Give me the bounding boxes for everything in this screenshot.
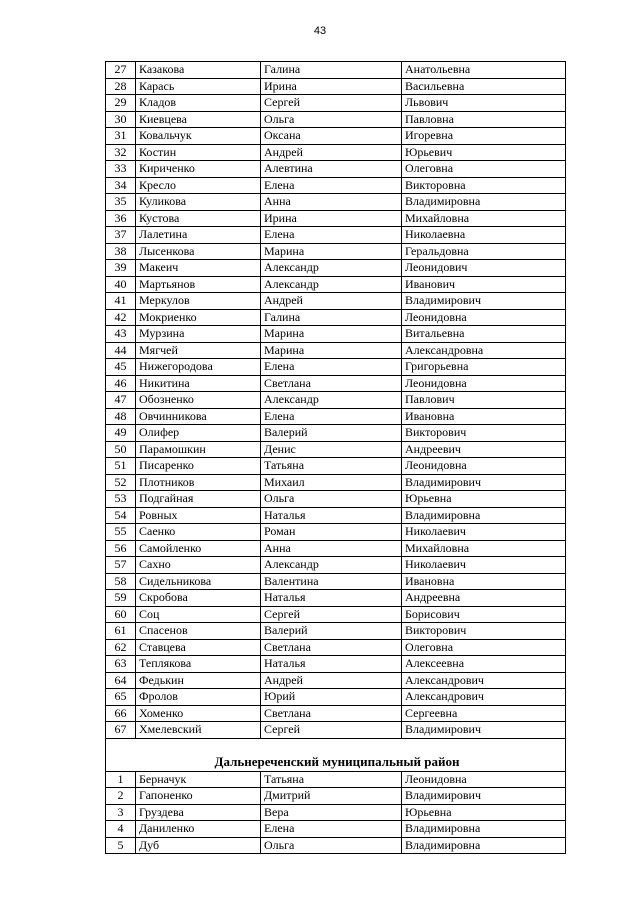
middle-name-cell: Андреевич [402,441,566,458]
row-number: 62 [106,639,136,656]
row-number: 67 [106,722,136,739]
first-name-cell: Андрей [261,144,402,161]
last-name-cell: Олифер [136,425,261,442]
row-number: 44 [106,342,136,359]
middle-name-cell: Николаевич [402,557,566,574]
row-number: 48 [106,408,136,425]
table-row [106,656,566,673]
last-name-cell: Нижегородова [136,359,261,376]
middle-name-cell: Владимирович [402,788,566,805]
last-name-cell: Саенко [136,524,261,541]
last-name-cell: Мягчей [136,342,261,359]
table-row [106,557,566,574]
table-row [106,722,566,739]
last-name-cell: Кресло [136,177,261,194]
middle-name-cell: Владимирович [402,474,566,491]
table-row [106,359,566,376]
table-row [106,804,566,821]
middle-name-cell: Владимирович [402,293,566,310]
first-name-cell: Роман [261,524,402,541]
middle-name-cell: Владимировна [402,507,566,524]
first-name-cell: Елена [261,359,402,376]
last-name-cell: Парамошкин [136,441,261,458]
last-name-cell: Карась [136,78,261,95]
middle-name-cell: Леонидовна [402,771,566,788]
table-row [106,194,566,211]
middle-name-cell: Сергеевна [402,705,566,722]
first-name-cell: Анна [261,194,402,211]
first-name-cell: Андрей [261,672,402,689]
row-number: 42 [106,309,136,326]
last-name-cell: Кустова [136,210,261,227]
first-name-cell: Елена [261,177,402,194]
middle-name-cell: Леонидовна [402,309,566,326]
last-name-cell: Хмелевский [136,722,261,739]
row-number: 58 [106,573,136,590]
table-row [106,144,566,161]
first-name-cell: Денис [261,441,402,458]
last-name-cell: Овчинникова [136,408,261,425]
table-row [106,623,566,640]
last-name-cell: Даниленко [136,821,261,838]
first-name-cell: Елена [261,821,402,838]
row-number: 45 [106,359,136,376]
row-number: 51 [106,458,136,475]
first-name-cell: Ольга [261,491,402,508]
table-row [106,408,566,425]
middle-name-cell: Григорьевна [402,359,566,376]
last-name-cell: Макеич [136,260,261,277]
middle-name-cell: Михайловна [402,210,566,227]
table-row [106,78,566,95]
middle-name-cell: Владимировна [402,837,566,854]
last-name-cell: Писаренко [136,458,261,475]
row-number: 36 [106,210,136,227]
middle-name-cell: Ивановна [402,408,566,425]
last-name-cell: Теплякова [136,656,261,673]
first-name-cell: Ольга [261,111,402,128]
first-name-cell: Александр [261,276,402,293]
first-name-cell: Татьяна [261,458,402,475]
middle-name-cell: Игоревна [402,128,566,145]
table-row [106,326,566,343]
first-name-cell: Дмитрий [261,788,402,805]
last-name-cell: Обозненко [136,392,261,409]
first-name-cell: Ольга [261,837,402,854]
last-name-cell: Скробова [136,590,261,607]
table-row [106,771,566,788]
middle-name-cell: Леонидович [402,260,566,277]
row-number: 3 [106,804,136,821]
row-number: 61 [106,623,136,640]
row-number: 59 [106,590,136,607]
last-name-cell: Мокриенко [136,309,261,326]
last-name-cell: Киевцева [136,111,261,128]
table-row [106,507,566,524]
table-row [106,705,566,722]
last-name-cell: Соц [136,606,261,623]
last-name-cell: Костин [136,144,261,161]
row-number: 38 [106,243,136,260]
middle-name-cell: Львович [402,95,566,112]
row-number: 65 [106,689,136,706]
middle-name-cell: Юрьевна [402,804,566,821]
last-name-cell: Лысенкова [136,243,261,260]
table-row [106,210,566,227]
first-name-cell: Марина [261,243,402,260]
table-row [106,491,566,508]
middle-name-cell: Васильевна [402,78,566,95]
first-name-cell: Елена [261,227,402,244]
first-name-cell: Андрей [261,293,402,310]
row-number: 4 [106,821,136,838]
row-number: 46 [106,375,136,392]
row-number: 1 [106,771,136,788]
row-number: 57 [106,557,136,574]
middle-name-cell: Юрьевич [402,144,566,161]
table-row [106,375,566,392]
last-name-cell: Подгайная [136,491,261,508]
row-number: 60 [106,606,136,623]
table-row [106,441,566,458]
row-number: 39 [106,260,136,277]
middle-name-cell: Борисович [402,606,566,623]
row-number: 40 [106,276,136,293]
row-number: 29 [106,95,136,112]
table-row [106,689,566,706]
middle-name-cell: Леонидовна [402,375,566,392]
last-name-cell: Кириченко [136,161,261,178]
middle-name-cell: Витальевна [402,326,566,343]
roster-body-top [106,62,566,739]
middle-name-cell: Владимировна [402,194,566,211]
row-number: 27 [106,62,136,79]
row-number: 30 [106,111,136,128]
middle-name-cell: Александровна [402,342,566,359]
last-name-cell: Хоменко [136,705,261,722]
first-name-cell: Валентина [261,573,402,590]
middle-name-cell: Николаевна [402,227,566,244]
last-name-cell: Берначук [136,771,261,788]
table-row [106,95,566,112]
middle-name-cell: Анатольевна [402,62,566,79]
table-row [106,672,566,689]
first-name-cell: Анна [261,540,402,557]
first-name-cell: Александр [261,557,402,574]
row-number: 49 [106,425,136,442]
roster-body-bottom [106,771,566,854]
middle-name-cell: Олеговна [402,161,566,178]
last-name-cell: Федькин [136,672,261,689]
last-name-cell: Самойленко [136,540,261,557]
table-row [106,606,566,623]
row-number: 50 [106,441,136,458]
first-name-cell: Михаил [261,474,402,491]
last-name-cell: Ставцева [136,639,261,656]
middle-name-cell: Юрьевна [402,491,566,508]
first-name-cell: Юрий [261,689,402,706]
table-row [106,524,566,541]
last-name-cell: Никитина [136,375,261,392]
last-name-cell: Меркулов [136,293,261,310]
row-number: 55 [106,524,136,541]
middle-name-cell: Павлович [402,392,566,409]
row-number: 37 [106,227,136,244]
first-name-cell: Ирина [261,78,402,95]
first-name-cell: Сергей [261,95,402,112]
row-number: 54 [106,507,136,524]
table-row [106,342,566,359]
last-name-cell: Сидельникова [136,573,261,590]
table-row [106,474,566,491]
last-name-cell: Плотников [136,474,261,491]
row-number: 34 [106,177,136,194]
first-name-cell: Валерий [261,425,402,442]
first-name-cell: Елена [261,408,402,425]
first-name-cell: Галина [261,309,402,326]
row-number: 31 [106,128,136,145]
first-name-cell: Светлана [261,705,402,722]
middle-name-cell: Олеговна [402,639,566,656]
table-row [106,837,566,854]
middle-name-cell: Иванович [402,276,566,293]
last-name-cell: Куликова [136,194,261,211]
table-row [106,639,566,656]
middle-name-cell: Викторович [402,425,566,442]
first-name-cell: Сергей [261,606,402,623]
table-row [106,590,566,607]
last-name-cell: Сахно [136,557,261,574]
row-number: 28 [106,78,136,95]
row-number: 41 [106,293,136,310]
table-row [106,788,566,805]
row-number: 32 [106,144,136,161]
table-row [106,293,566,310]
roster-table [105,61,566,854]
first-name-cell: Светлана [261,639,402,656]
first-name-cell: Сергей [261,722,402,739]
middle-name-cell: Андреевна [402,590,566,607]
middle-name-cell: Павловна [402,111,566,128]
middle-name-cell: Владимировна [402,821,566,838]
table-row [106,128,566,145]
last-name-cell: Кладов [136,95,261,112]
middle-name-cell: Владимирович [402,722,566,739]
first-name-cell: Александр [261,392,402,409]
row-number: 47 [106,392,136,409]
first-name-cell: Ирина [261,210,402,227]
middle-name-cell: Михайловна [402,540,566,557]
middle-name-cell: Александрович [402,689,566,706]
page-number: 43 [313,25,327,37]
middle-name-cell: Алексеевна [402,656,566,673]
row-number: 64 [106,672,136,689]
row-number: 53 [106,491,136,508]
last-name-cell: Мурзина [136,326,261,343]
middle-name-cell: Викторовна [402,177,566,194]
row-number: 63 [106,656,136,673]
table-row [106,243,566,260]
table-row [106,458,566,475]
first-name-cell: Светлана [261,375,402,392]
middle-name-cell: Николаевич [402,524,566,541]
table-row [106,425,566,442]
table-row [106,227,566,244]
first-name-cell: Алевтина [261,161,402,178]
last-name-cell: Лалетина [136,227,261,244]
middle-name-cell: Леонидовна [402,458,566,475]
last-name-cell: Казакова [136,62,261,79]
last-name-cell: Дуб [136,837,261,854]
section-header-row-group [106,738,566,771]
row-number: 43 [106,326,136,343]
last-name-cell: Гапоненко [136,788,261,805]
table-row [106,161,566,178]
last-name-cell: Груздева [136,804,261,821]
last-name-cell: Мартьянов [136,276,261,293]
first-name-cell: Наталья [261,507,402,524]
first-name-cell: Марина [261,326,402,343]
table-row [106,177,566,194]
table-row [106,540,566,557]
row-number: 56 [106,540,136,557]
first-name-cell: Оксана [261,128,402,145]
row-number: 52 [106,474,136,491]
middle-name-cell: Викторович [402,623,566,640]
first-name-cell: Галина [261,62,402,79]
last-name-cell: Ковальчук [136,128,261,145]
first-name-cell: Татьяна [261,771,402,788]
table-row [106,309,566,326]
section-title: Дальнереченский муниципальный район [106,738,566,771]
last-name-cell: Ровных [136,507,261,524]
row-number: 5 [106,837,136,854]
first-name-cell: Валерий [261,623,402,640]
last-name-cell: Фролов [136,689,261,706]
first-name-cell: Наталья [261,590,402,607]
table-row [106,821,566,838]
row-number: 2 [106,788,136,805]
middle-name-cell: Геральдовна [402,243,566,260]
table-row [106,111,566,128]
middle-name-cell: Ивановна [402,573,566,590]
row-number: 66 [106,705,136,722]
table-row [106,392,566,409]
section-header-row [106,738,566,771]
row-number: 35 [106,194,136,211]
first-name-cell: Марина [261,342,402,359]
table-row [106,62,566,79]
last-name-cell: Спасенов [136,623,261,640]
table-row [106,276,566,293]
table-row [106,573,566,590]
middle-name-cell: Александрович [402,672,566,689]
first-name-cell: Вера [261,804,402,821]
first-name-cell: Наталья [261,656,402,673]
first-name-cell: Александр [261,260,402,277]
table-row [106,260,566,277]
row-number: 33 [106,161,136,178]
